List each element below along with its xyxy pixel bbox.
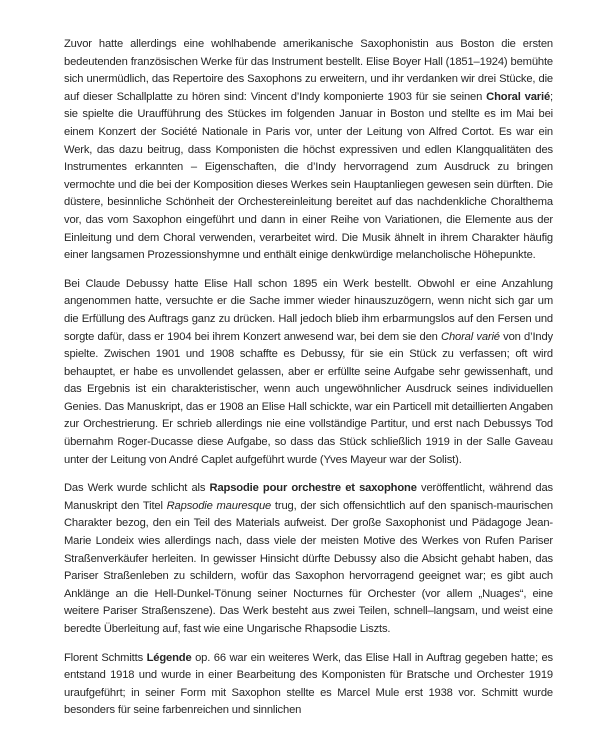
text-segment: Das Werk wurde schlicht als — [64, 482, 210, 495]
text-segment: trug, der sich offensichtlich auf den spanisch-maurischen Charakter bezog, den ein Teil des Materials aufweist. Der große Saxophonist und Pädagoge Jean-Marie Londeix wies allerdings nach, dass viele der meisten Motive des Werkes von Rufen Pariser Straßenverkäufer herleiten. In gewisser Hinsicht dürfte Debussy also die Absicht gehabt haben, das Pariser Straßenleben zu schildern, wofür das Saxophon hervorragend geeignet war; es gibt auch Anklänge an die Hell-Dunkel-Tönung seiner Nocturnes für Orchester (vor allem „Nuages“, eine weitere Pariser Straßenszene). Das Werk besteht aus zwei Teilen, schnell–langsam, und weist eine beredte Überleitung auf, fast wie eine Ungarische Rhapsodie Liszts. — [64, 499, 553, 635]
work-title-rapsodie: Rapsodie pour orchestre et saxophone — [209, 482, 417, 495]
document-page — [64, 36, 553, 731]
paragraph-schmitt — [64, 650, 553, 720]
text-segment: Florent Schmitts — [64, 651, 147, 664]
text-segment: ; sie spielte die Uraufführung des Stückes im folgenden Januar in Boston und stellte es im Mai bei einem Konzert der Société Nationale in Paris vor, unter der Leitung von Alfred Cortot. Es war ein Werk, das dazu beitrug, dass Komponisten die höchst expressiven und edlen Klangqualitäten des Instrumentes erkannten – Eigenschaften, die d’Indy hervorragend zum Ausdruck zu bringen vermochte und die bei der Komposition dieses Werkes sein Hauptanliegen gewesen sein dürften. Die düstere, besinnliche Schönheit der Orchestereinleitung bereitet auf das nachdenkliche Choralthema vor, das vom Saxophon eingeführt und dann in einer Reihe von Variationen, die Elemente aus der Einleitung und dem Choral verwenden, verarbeitet wird. Die Musik ähnelt in ihrem Charakter häufig einer langsamen Prozessionshymne und enthält einige denkwürdige melancholische Höhepunkte. — [64, 90, 554, 262]
paragraph-debussy — [64, 276, 553, 470]
work-title-choral-varie-italic: Choral varié — [441, 330, 500, 343]
work-title-rapsodie-mauresque: Rapsodie mauresque — [166, 499, 272, 512]
paragraph-rapsodie — [64, 480, 553, 638]
text-segment: Zuvor hatte allerdings eine wohlhabende amerikanische Saxophonistin aus Boston die ersten bedeutenden französischen Werke für das Instrument bestellt. Elise Boyer Hall (1851–1924) bemühte sich unermüdlich, das Repertoire des Saxophons zu erweitern, und ihr verdanken wir drei Stücke, die auf dieser Schallplatte zu hören sind: Vincent d’Indy komponierte 1903 für sie seinen — [64, 38, 553, 103]
text-segment: veröffentlicht, während das Manuskript den Titel — [64, 482, 553, 512]
text-segment: Bei Claude Debussy hatte Elise Hall schon 1895 ein Werk bestellt. Obwohl er eine Anzahlung angenommen hatte, versuchte er die Sache immer wieder hinauszuzögern, wenn nicht sich gar um die Erfüllung des Auftrags ganz zu drücken. Hall jedoch blieb ihm erbarmungslos auf den Fersen und sorgte dafür, dass er 1904 bei ihrem Konzert anwesend war, bei dem sie den — [64, 277, 553, 343]
work-title-choral-varie: Choral varié — [486, 90, 551, 103]
work-title-legende: Légende — [146, 651, 192, 664]
paragraph-dindy — [64, 36, 553, 265]
text-segment: op. 66 war ein weiteres Werk, das Elise Hall in Auftrag gegeben hatte; es entstand 1918 und wurde in einer Bearbeitung des Komponisten für Bratsche und Orchester 1919 uraufgeführt; in seiner Form mit Saxophon stellte es Marcel Mule erst 1938 vor. Schmitt wurde besonders für seine farbenreichen und sinnlichen — [64, 651, 553, 717]
text-segment: von d’Indy spielte. Zwischen 1901 und 1908 schaffte es Debussy, für sie ein Stück zu verfassen; oft wird behauptet, er habe es unvollendet gelassen, aber er erfüllte seine Aufgabe sehr gewissenhaft, und das Ergebnis ist ein charakteristischer, wenn auch ungewöhnlicher Ausdruck seines individuellen Genies. Das Manuskript, das er 1908 an Elise Hall schickte, war ein Particell mit detaillierten Angaben zur Orchestrierung. Er schrieb allerdings nie eine vollständige Partitur, und erst nach Debussys Tod übernahm Roger-Ducasse diese Aufgabe, so dass das Stück schließlich 1919 in der Salle Gaveau unter der Leitung von André Caplet aufgeführt wurde (Yves Mayeur war der Solist). — [64, 330, 553, 466]
